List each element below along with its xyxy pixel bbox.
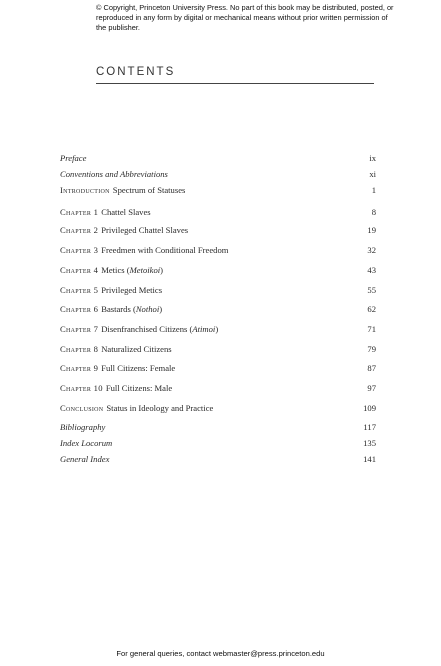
toc-entry-page-number: 8 — [371, 207, 376, 217]
toc-entry-label: Chapter 9 — [60, 363, 99, 373]
toc-entry — [60, 323, 376, 335]
toc-entry — [60, 152, 376, 164]
toc-entry-label: Chapter 8 — [60, 344, 99, 354]
toc-entry-page-number: 79 — [367, 344, 376, 354]
toc-entry — [60, 303, 376, 315]
toc-entry-page-number: ix — [369, 153, 376, 163]
toc-entry-greek-term: Metoikoi — [129, 265, 161, 275]
toc-entry-title: Status in Ideology and Practice — [106, 403, 214, 413]
toc-entry-page-number: 71 — [367, 324, 376, 334]
toc-entry-heading — [60, 152, 86, 164]
toc-entry-close-paren: ) — [160, 265, 164, 275]
toc-entry — [60, 453, 376, 465]
toc-entry-page-number: 62 — [367, 304, 376, 314]
toc-entry-heading — [60, 224, 188, 236]
toc-entry-title: Disenfranchised Citizens ( — [101, 324, 193, 334]
toc-entry-title: Spectrum of Statuses — [112, 185, 186, 195]
toc-entry-title: Preface — [60, 153, 87, 163]
toc-entry-heading — [60, 244, 228, 256]
toc-entry-page-number: 117 — [363, 422, 376, 432]
toc-entry — [60, 168, 376, 180]
toc-entry-close-paren: ) — [215, 324, 219, 334]
toc-entry-page-number: 32 — [367, 245, 376, 255]
toc-entry-heading — [60, 453, 109, 465]
toc-entry-page-number: 87 — [367, 363, 376, 373]
toc-entry-heading — [60, 402, 213, 414]
toc-entry-close-paren: ) — [159, 304, 163, 314]
toc-entry — [60, 264, 376, 276]
toc-entry-heading — [60, 437, 112, 449]
toc-entry-title: Freedmen with Conditional Freedom — [101, 245, 229, 255]
toc-entry-heading — [60, 323, 218, 335]
toc-entry-label: Conclusion — [60, 403, 104, 413]
toc-entry-title: Index Locorum — [60, 438, 113, 448]
toc-entry-label: Chapter 6 — [60, 304, 99, 314]
contents-heading: CONTENTS — [96, 66, 176, 78]
toc-entry-greek-term: Nothoi — [135, 304, 160, 314]
toc-entry-title: Bastards ( — [101, 304, 136, 314]
toc-entry-title: Metics ( — [101, 265, 130, 275]
toc-entry-title: Chattel Slaves — [101, 207, 151, 217]
toc-entry-title: General Index — [60, 454, 110, 464]
toc-entry-page-number: 43 — [367, 265, 376, 275]
toc-entry — [60, 362, 376, 374]
toc-entry-label: Introduction — [60, 185, 110, 195]
toc-entry-greek-term: Atimoi — [192, 324, 216, 334]
toc-entry-page-number: xi — [369, 169, 376, 179]
toc-entry-heading — [60, 206, 151, 218]
toc-entry-title: Conventions and Abbreviations — [60, 169, 168, 179]
toc-entry-title: Full Citizens: Female — [101, 363, 176, 373]
copyright-notice: © Copyright, Princeton University Press. No part of this book may be distributed, posted, or reproduced in any form by digital or mechanical means without prior written permission of the publisher. — [96, 3, 394, 32]
toc-entry-title: Naturalized Citizens — [101, 344, 172, 354]
toc-entry-label: Chapter 5 — [60, 285, 99, 295]
toc-entry — [60, 382, 376, 394]
toc-entry-heading — [60, 303, 162, 315]
toc-entry-label: Chapter 2 — [60, 225, 99, 235]
toc-entry — [60, 244, 376, 256]
toc-entry — [60, 184, 376, 196]
toc-entry-heading — [60, 382, 172, 394]
heading-rule — [96, 83, 374, 84]
toc-entry-label: Chapter 7 — [60, 324, 99, 334]
toc-entry-heading — [60, 343, 172, 355]
toc-entry-heading — [60, 264, 163, 276]
toc-entry-heading — [60, 168, 168, 180]
toc-entry-title: Bibliography — [60, 422, 106, 432]
toc-entry-heading — [60, 184, 185, 196]
footer-contact: For general queries, contact webmaster@press.princeton.edu — [116, 649, 325, 658]
toc-entry-page-number: 55 — [367, 285, 376, 295]
toc-entry-page-number: 135 — [363, 438, 376, 448]
toc-entry — [60, 224, 376, 236]
toc-entry — [60, 343, 376, 355]
toc-entry-heading — [60, 362, 175, 374]
toc-entry-label: Chapter 10 — [60, 383, 103, 393]
toc-entry-page-number: 19 — [367, 225, 376, 235]
toc-entry-title: Full Citizens: Male — [105, 383, 173, 393]
toc-entry-title: Privileged Metics — [101, 285, 163, 295]
toc-entry — [60, 402, 376, 414]
toc-entry-label: Chapter 1 — [60, 207, 99, 217]
toc-entry — [60, 284, 376, 296]
toc-entry-page-number: 97 — [367, 383, 376, 393]
toc-entry-heading — [60, 421, 105, 433]
toc-entry — [60, 206, 376, 218]
toc-entry — [60, 437, 376, 449]
toc-entry-label: Chapter 3 — [60, 245, 99, 255]
toc-entry-page-number: 109 — [363, 403, 376, 413]
toc-entry — [60, 421, 376, 433]
toc-entry-title: Privileged Chattel Slaves — [101, 225, 189, 235]
toc-entry-page-number: 141 — [363, 454, 376, 464]
toc-entry-heading — [60, 284, 162, 296]
toc-entry-label: Chapter 4 — [60, 265, 99, 275]
toc-entry-page-number: 1 — [371, 185, 376, 195]
